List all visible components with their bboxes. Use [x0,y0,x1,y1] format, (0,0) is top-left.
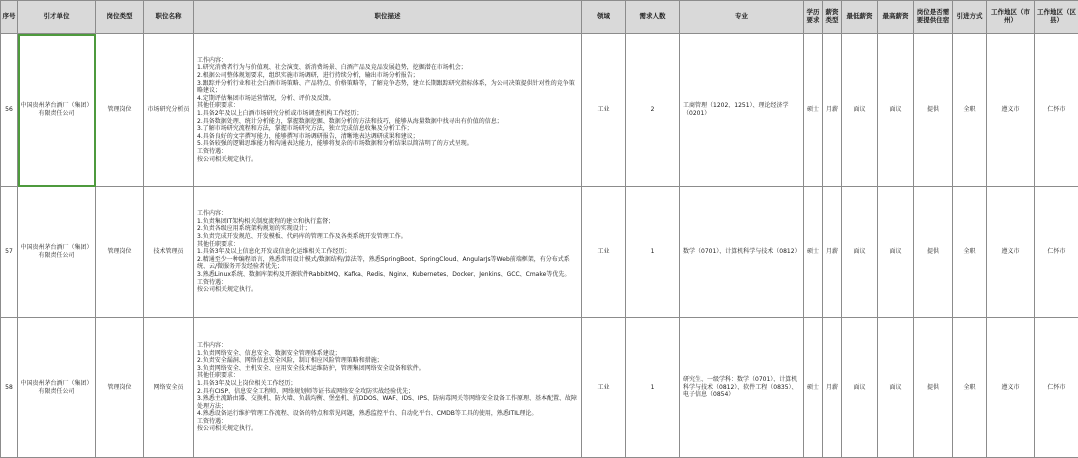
cell-title[interactable]: 网络安全员 [144,318,194,458]
desc-line: 2.精通至少一种编程语言，熟悉常用设计模式/数据结构/算法等，熟悉SpringBoot、SpringCloud、AngularJs等Web前端框架，有分布式系统、云/微服务开发经验者优先； [197,256,578,271]
cell-unit[interactable]: 中国贵州茅台酒厂（集团）有限责任公司 [18,318,96,458]
desc-line: 按公司相关规定执行。 [197,286,578,294]
col-header-edu[interactable]: 学历要求 [804,1,823,34]
desc-line: 工资待遇： [197,418,578,426]
cell-max-pay[interactable]: 面议 [878,34,914,187]
cell-major[interactable]: 数学（0701）、计算机科学与技术（0812） [680,187,804,318]
cell-field[interactable]: 工业 [582,318,626,458]
col-header-count[interactable]: 需求人数 [626,1,680,34]
cell-type[interactable]: 管理岗位 [96,34,144,187]
cell-edu[interactable]: 硕士 [804,34,823,187]
cell-city[interactable]: 遵义市 [987,187,1035,318]
desc-line: 2.具备数据处理、统计分析能力，掌握数据挖掘、数据分析的方法和技巧，能够从海量数据中找寻出有价值的信息； [197,118,578,126]
cell-field[interactable]: 工业 [582,34,626,187]
desc-line: 工资待遇： [197,279,578,287]
cell-title[interactable]: 技术管理员 [144,187,194,318]
col-header-min-pay[interactable]: 最低薪资 [842,1,878,34]
desc-line: 4.熟悉设备运行维护管理工作流程、设备的特点和常见问题，熟悉监控平台、自动化平台、CMDB等工具的使用，熟悉ITIL理论。 [197,410,578,418]
desc-line: 4.定期评估集团市场运营情况，分析、评价及反馈。 [197,95,578,103]
cell-county[interactable]: 仁怀市 [1035,187,1078,318]
cell-min-pay[interactable]: 面议 [842,187,878,318]
cell-min-pay[interactable]: 面议 [842,34,878,187]
col-header-pay-type[interactable]: 薪资类型 [823,1,842,34]
cell-major[interactable]: 工商管理（1202、1251）、理论经济学（0201） [680,34,804,187]
desc-line: 1.具备3年及以上岗位相关工作经历； [197,380,578,388]
desc-line: 按公司相关规定执行。 [197,425,578,433]
cell-type[interactable]: 管理岗位 [96,318,144,458]
cell-pay-type[interactable]: 月薪 [823,318,842,458]
col-header-seq[interactable]: 序号 [1,1,18,34]
cell-desc[interactable] [194,187,582,318]
col-header-major[interactable]: 专业 [680,1,804,34]
desc-line: 3.了解市场研究流程和方法，掌握市场研究方法，独立完成信息收集及分析工作； [197,125,578,133]
desc-line: 其他任职要求： [197,241,578,249]
cell-max-pay[interactable]: 面议 [878,187,914,318]
cell-title[interactable]: 市场研究分析员 [144,34,194,187]
cell-count[interactable]: 1 [626,187,680,318]
desc-line: 1.研究消费者行为与价值观、社会演变、新消费场景、白酒产品及竞品发展趋势，挖掘潜在市场机会； [197,64,578,72]
desc-line: 1.负责集团IT架构相关制度流程的建立和执行监督； [197,218,578,226]
cell-housing[interactable]: 提供 [914,318,953,458]
cell-seq[interactable]: 57 [1,187,18,318]
cell-type[interactable]: 管理岗位 [96,187,144,318]
desc-line: 其他任职要求： [197,372,578,380]
desc-line: 工作内容： [197,210,578,218]
table-row [1,318,1078,458]
desc-line: 2.负责安全漏洞、网络信息安全风险，制订相应风险管理策略和措施； [197,357,578,365]
desc-line: 3.负责完成开发规范、开发模板、代码库的管理工作及各类系统开发管理工作。 [197,233,578,241]
cell-edu[interactable]: 硕士 [804,318,823,458]
cell-pay-type[interactable]: 月薪 [823,187,842,318]
cell-desc[interactable] [194,318,582,458]
col-header-housing[interactable]: 岗位是否需要提供住宿 [914,1,953,34]
cell-intro[interactable]: 全职 [953,34,987,187]
desc-line: 按公司相关规定执行。 [197,156,578,164]
col-header-title[interactable]: 职位名称 [144,1,194,34]
desc-line: 4.具备良好的文字撰写能力，能够撰写市场调研报告，清晰地表达调研成果和建议； [197,133,578,141]
cell-max-pay[interactable]: 面议 [878,318,914,458]
cell-edu[interactable]: 硕士 [804,187,823,318]
col-header-city[interactable]: 工作地区（市州） [987,1,1035,34]
cell-desc[interactable] [194,34,582,187]
col-header-field[interactable]: 领域 [582,1,626,34]
cell-unit[interactable]: 中国贵州茅台酒厂（集团）有限责任公司 [18,187,96,318]
cell-unit-selected[interactable]: 中国贵州茅台酒厂（集团）有限责任公司 [18,34,96,187]
cell-min-pay[interactable]: 面议 [842,318,878,458]
desc-line: 3.跟踪并分析行业和社会白酒市场策略、产品特点、价格策略等，了解竞争态势，建立长期跟踪研究指标体系，为公司决策提供针对性的竞争策略建议； [197,80,578,95]
table-row [1,34,1078,187]
cell-county[interactable]: 仁怀市 [1035,34,1078,187]
cell-city[interactable]: 遵义市 [987,318,1035,458]
cell-field[interactable]: 工业 [582,187,626,318]
cell-county[interactable]: 仁怀市 [1035,318,1078,458]
cell-seq[interactable]: 58 [1,318,18,458]
col-header-desc[interactable]: 职位描述 [194,1,582,34]
desc-line: 3.负责网络安全、主机安全、应用安全技术运维防护，管理集团网络安全设备和软件。 [197,365,578,373]
col-header-max-pay[interactable]: 最高薪资 [878,1,914,34]
desc-line: 工作内容： [197,57,578,65]
desc-line: 2.根据公司整体规划要求，组织实施市场调研，进行持续分析，输出市场分析报告； [197,72,578,80]
desc-line: 3.熟悉主流路由器、交换机、防火墙、负载均衡、堡垒机、抗DDOS、WAF、IDS、IPS、防病毒网关等网络安全设备工作原理、基本配置、故障处理方法； [197,395,578,410]
desc-line: 1.具备2年及以上白酒市场研究分析或市场调查机构工作经历； [197,110,578,118]
cell-intro[interactable]: 全职 [953,187,987,318]
col-header-intro[interactable]: 引进方式 [953,1,987,34]
desc-line: 其他任职要求： [197,102,578,110]
desc-line: 2.具有CISP、信息安全工程师、网络规划师等证书或网络安全攻防实战经验优先； [197,388,578,396]
cell-pay-type[interactable]: 月薪 [823,34,842,187]
cell-major[interactable]: 研究生、一级学科：数学（0701）、计算机科学与技术（0812）、软件工程（0835）、电子信息（0854） [680,318,804,458]
cell-count[interactable]: 1 [626,318,680,458]
cell-city[interactable]: 遵义市 [987,34,1035,187]
table-row [1,187,1078,318]
desc-line: 工作内容： [197,342,578,350]
header-row [1,1,1078,34]
cell-intro[interactable]: 全职 [953,318,987,458]
desc-line: 1.负责网络安全、信息安全、数据安全管理体系建设； [197,350,578,358]
desc-line: 2.负责各级应用系统架构规划的实现设计； [197,225,578,233]
col-header-unit[interactable]: 引才单位 [18,1,96,34]
cell-count[interactable]: 2 [626,34,680,187]
cell-housing[interactable]: 提供 [914,34,953,187]
cell-housing[interactable]: 提供 [914,187,953,318]
col-header-county[interactable]: 工作地区（区县） [1035,1,1078,34]
col-header-type[interactable]: 岗位类型 [96,1,144,34]
desc-line: 工资待遇： [197,148,578,156]
desc-line: 5.具备较强的逻辑思维能力和沟通表达能力，能够将复杂的市场数据和分析结果以简洁明了的方式呈现。 [197,140,578,148]
desc-line: 3.熟悉Linux系统、数据库架构及开源软件RabbitMQ、Kafka、Redis、Nginx、Kubernetes、Docker、Jenkins、GCC、Cmake等优先。 [197,271,578,279]
desc-line: 1.具备3年及以上信息化开发或信息化运维相关工作经历； [197,248,578,256]
cell-seq[interactable]: 56 [1,34,18,187]
